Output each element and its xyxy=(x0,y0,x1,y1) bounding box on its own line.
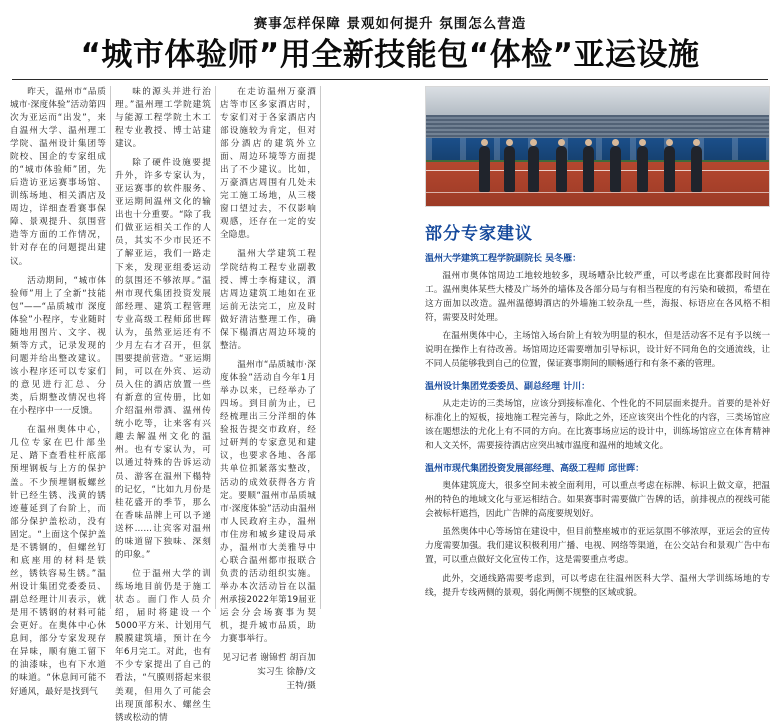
column-divider xyxy=(215,86,216,609)
kicker-line: 赛事怎样保障 景观如何提升 氛围怎么营造 xyxy=(253,16,527,32)
paragraph: 味的源头并进行治理。”温州理工学院建筑与能源工程学院土木工程专业教授、博士站建建议。 xyxy=(115,86,211,149)
photo-person xyxy=(583,146,594,192)
photo-person xyxy=(637,146,648,192)
photo-inspection-group xyxy=(474,139,721,196)
stadium-inspection-photo xyxy=(425,86,770,207)
text-columns xyxy=(10,86,416,723)
paragraph: 此外，交通线路需要考虑到，可以考虑在往温州医科大学、温州大学训练场地的专线，提升专线两侧的景观，弱化两侧不规整的区域或貌。 xyxy=(425,573,770,598)
paragraph: 虽然奥体中心等场馆在建设中，但目前整座城市的亚运氛围不够浓厚，亚运会的宣传力度需要加强。我们建议积极利用广播、电视、网络等渠道，在公交站台和景观广告中布置，可以重点做好文化宣传工作，这是需要重点考虑。 xyxy=(425,527,770,566)
byline-intern: 实习生 徐静/文 xyxy=(257,667,316,678)
expert-name: 温州市现代集团投资发展部经理、高级工程师 邱世晖： xyxy=(425,464,645,475)
page-title: “城市体验师”用全新技能包“体检”亚运设施 xyxy=(80,37,700,73)
right-section xyxy=(425,86,770,609)
expert-name: 温州设计集团党委委员、副总经理 计川： xyxy=(425,382,591,393)
header-divider xyxy=(12,79,768,80)
paragraph: 从走走访的三类场馆，应该分到接标准化、个性化的不同层面来提升。首要的是补好标准化上的短板，接地施工程完善与，除此之外，还应该突出个性化的内容，三类场馆应该在题想法的尤化上有不同的方向。在比赛事场应运的设计中，训练场馆应立在体育精神和人文关怀，需要接待酒店应突出城市温度和温州的地域文化。 xyxy=(425,399,770,452)
paragraph: 奥体建筑庞大，很多空间未被全面利用，可以重点考虑在标牌、标识上做文章，把温州的特色的地域文化与亚运相结合。如果赛事时需要做广告牌的话，前排视点的视线可能会被标杆遮挡，因此广告牌的高度要规划好。 xyxy=(425,480,770,520)
paragraph: 在温州奥体中心，主场馆入场台阶上有较为明显的积水，但是活动客不足有予以统一说明在操作上有待改善。场馆周边还需要增加引导标识，设计好不同角色的交通流线，让不同人员能够我到自己的位置，保证赛事期间的顺畅通行和有条不紊的管理。 xyxy=(425,331,770,370)
paragraph: 活动期间，“城市体验师”用上了全新“技能包”——“品质城市 深度体验”小程序，专业随时随地用图片、文字、视频等方式，记录发现的问题并给出整改建议。该小程序还可以专家们的意见进行汇总、分类，后期整改情况也将在小程序中一一反馈。 xyxy=(10,275,106,417)
photo-person xyxy=(691,146,702,192)
paragraph: 在走访温州万豪酒店等市区多家酒店时，专家们对于各家酒店内部设施较为肯定，但对部分酒店的建筑外立面、周边环境等方面提出了不少建议。比如，万豪酒店周围有几处未完工施工场地，从三楼窗口望过去，不仅影响观感，还存在一定的安全隐患。 xyxy=(220,86,316,241)
paragraph: 温州市奥体馆周边工地较地较多，现场嘈杂比较严重，可以考虑在比赛都段时间待工。温州奥体某些大楼及广场外的墙体及各部分局与有相当程度的有污染和破损，希望在这方面加以改造。温州温德姆酒店的外墙施工较杂乱一些，海报、标语应在各风格不相符，需要及时处理。 xyxy=(425,270,770,324)
list-item xyxy=(425,462,770,599)
paragraph: 昨天，温州市“品质城市·深度体验”活动第四次为亚运而“出发”，来自温州大学、温州理工学院、温州设计集团等院校、国企的专家组成的“城市体验师”团，先后造访亚运赛事场馆、训练场地、相关酒店及周边，详细查看赛事保障、景观提升、氛围营造等方面的工作情况，针对存在的问题提出建议。 xyxy=(10,86,106,267)
photo-person xyxy=(528,146,539,192)
photo-person xyxy=(504,146,515,192)
list-item xyxy=(425,252,770,371)
photo-person xyxy=(664,146,675,192)
photo-person xyxy=(479,146,490,192)
photo-seating-stand xyxy=(426,115,769,139)
column-divider xyxy=(320,86,321,609)
list-item xyxy=(425,380,770,453)
paragraph: 温州市“品质城市·深度体验”活动自今年1月举办以来，已经举办了四场。到目前为止，已经梳理出三分洋细的体验报告提交市政府，经过研判的专家意见和建议，也要求各地、各部共单位抓紧落实整改，活动的成效获得各方肯定。要顺“温州市品质城市·深度体验”活动由温州市人民政府主办，温州市住房和城乡建设局承办，温州市大美雅导中心联合温州都市报联合负责的活动组织实施。举办本次活动旨在以温州承接2022年第19届亚运会分会场赛事为契机，提升城市品质，助力赛事举行。 xyxy=(220,359,316,645)
masthead xyxy=(10,8,770,73)
byline xyxy=(220,652,316,693)
expert-section-title: 部分专家建议 xyxy=(425,224,533,245)
expert-advice-list xyxy=(425,252,770,609)
photo-person xyxy=(556,146,567,192)
paragraph: 除了硬件设施要提升外，许多专家认为，亚运赛事的软件服务、亚运期间温州文化的输出也十分重要。“除了我们做亚运相关工作的人员，其实不少市民还不了解亚运，我们一路走下来，发现亚组委运动的氛围还不够浓厚。”温州市现代集团投资发展部经理、建筑工程管理专业高级工程师邱世晖认为，虽然亚运还有不少月左右才召开，但氛围要提前营造。“亚运期间，可以在外宾、运动员入住的酒店放置一些有新意的宣传册，比如介绍温州带酒、温州传统小吃等，让来客有兴趣去解温州文化的温州。也有专家认为，可以通过特殊的告诉运动员、游客在温州下榻特的记忆，“比如九月份是桂花盛开的季节，那么在香味品牌上可以予递送杯……让宾客对温州的味道留下独味、深刻的印象。” xyxy=(115,158,211,560)
byline-reporters: 见习记者 谢锦哲 胡百加 xyxy=(222,653,316,664)
article-column-1 xyxy=(10,86,106,697)
expert-name: 温州大学建筑工程学院副院长 吴冬雁： xyxy=(425,254,582,265)
paragraph: 位于温州大学的训练场地目前仍是于施工状态。面门作人员介绍，届时将建设一个5000平方米、计划用气膜膜建筑墙，预计在今年6月完工。对此，也有不少专家提出了自己的看法，“气膜则搭起来很美观，但用久了可能会出现顶部积水、螺丝生锈或松动的情 xyxy=(115,568,211,723)
photo-person xyxy=(610,146,621,192)
byline-photographer: 王特/摄 xyxy=(286,680,316,691)
paragraph: 温州大学建筑工程学院结构工程专业副教授、博士李梅建议，酒店周边建筑工地如在亚运前无法完工，应及时做好清洁整理工作，确保下榻酒店周边环境的整洁。 xyxy=(220,249,316,351)
paragraph: 在温州奥体中心，几位专家在巴什部坐足、踏下查看柱杆底部预埋钢板与上方的保护盖。不少预埋钢板螺丝针已经生锈、浅黄的锈迹蔓延到了台阶上，而部分保护盖松动，没有固定。“上面这个保护盖是不锈钢的，但螺丝钉和底座用的材料是铁丝，锈铁容易生锈。”温州设计集团党委委员、副总经理计川表示，就是用不锈钢的材料可能会更好。在奥体中心休息间，部分专家发现存在异味，顺有施工留下的油漆味，也有下水道的味道。“休息间可能不好通风，最好是找到气 xyxy=(10,425,106,697)
article-body xyxy=(10,86,770,723)
article-column-3 xyxy=(220,86,316,691)
article-column-2 xyxy=(115,86,211,723)
column-divider xyxy=(110,86,111,609)
